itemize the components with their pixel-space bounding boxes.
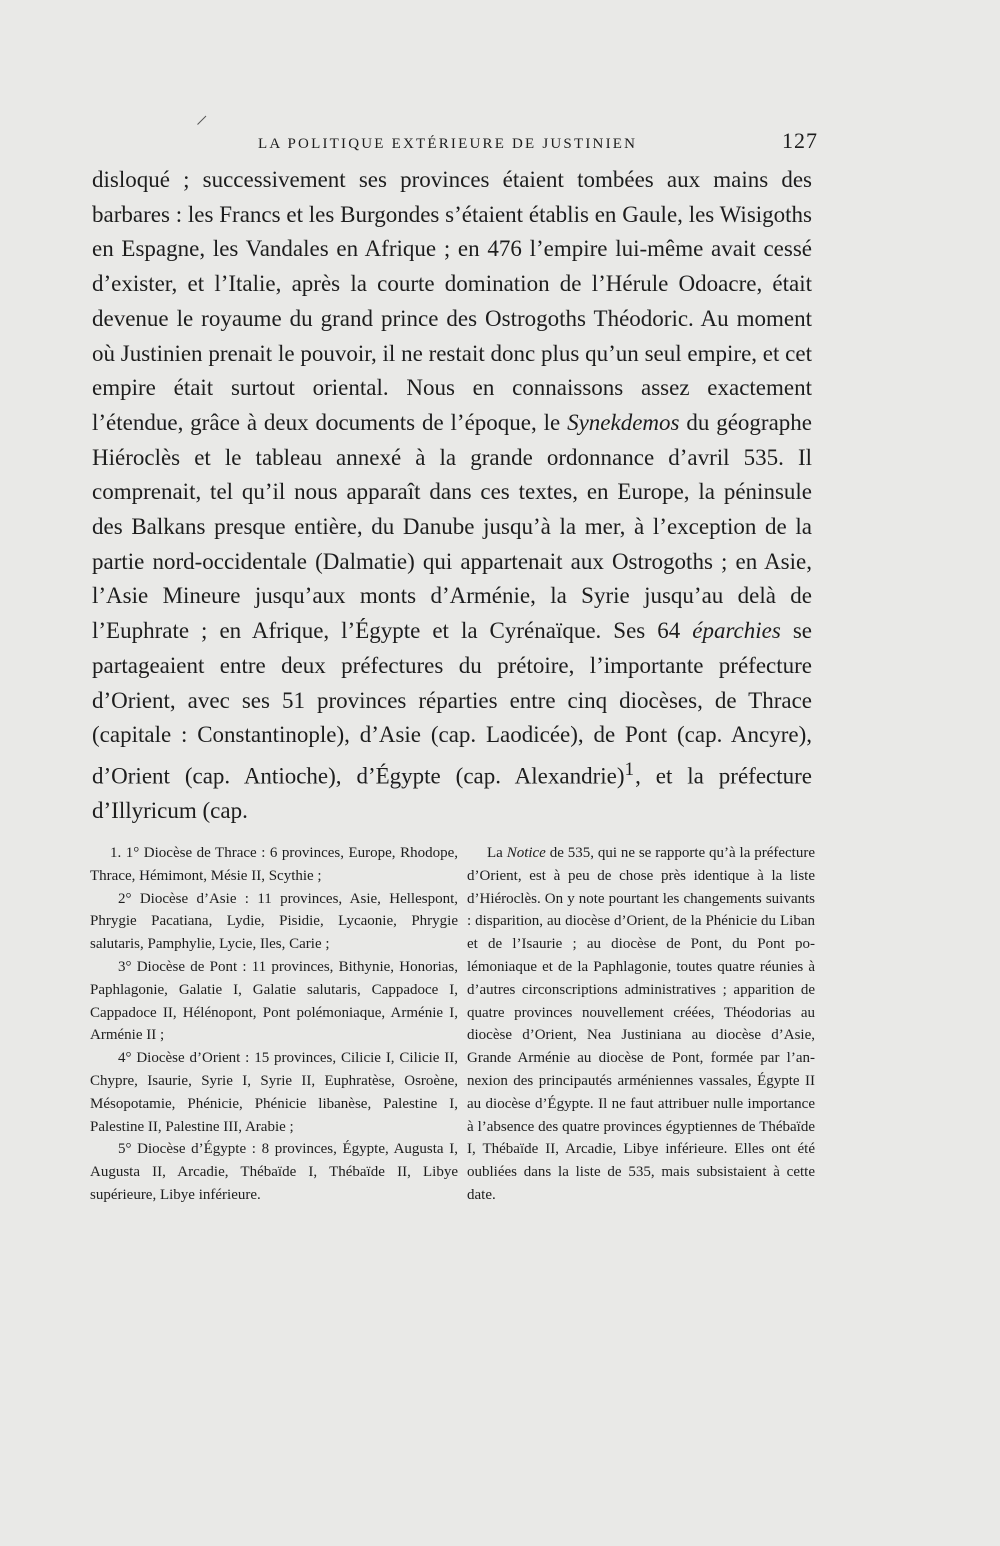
footnote-column-right	[467, 842, 815, 1207]
footnote-text: La	[487, 845, 507, 861]
italic-term-notice: Notice	[506, 845, 546, 861]
ink-mark	[197, 116, 215, 134]
text-segment: se partageaient entre deux préfectures du prétoire, l’importante préfecture d’Orient, avec ses 51 provinces réparties entre cinq diocèses, de Thrace (capitale : Constantinople), d’Asie (cap. Laodicée), de Pont (cap. Ancyre), d’Orient (cap. Antioche), d’Égypte (cap. Alexandrie)	[92, 618, 812, 789]
footnote-text: de 535, qui ne se rapporte qu’à la préfecture d’Orient, est à peu de chose près identique à la liste d’Hiéroclès. On y note pourtant les changements suivants : disparition, au diocèse d’Orient, de la Phénicie du Liban et de l’Isaurie ; au diocèse de Pont, du Pont polémoniaque et de la Paphlagonie, toutes quatre réunies à d’autres circonscriptions administratives ; apparition de quatre provinces nouvellement créées, Théodorias au diocèse d’Orient, Nea Justiniana au diocèse d’Asie, Grande Arménie au diocèse de Pont, formée par l’annexion des principautés arméniennes vassales, Égypte II au diocèse d’Égypte. Il ne faut attribuer nulle importance à l’absence des quatre provinces égyptiennes de Thébaïde I, Thébaïde II, Arcadie, Libye inférieure. Elles ont été oubliées dans la liste de 535, mais subsistaient à cette date.	[467, 845, 815, 1203]
footnote-entry: 4° Diocèse d’Orient : 15 provinces, Cilicie I, Cilicie II, Chypre, Isaurie, Syrie I, Syrie II, Euphratèse, Osroène, Mésopotamie, Phénicie, Phénicie libanèse, Palestine I, Palestine II, Palestine III, Arabie ;	[90, 1050, 458, 1135]
main-paragraph	[92, 163, 812, 829]
running-header	[258, 128, 818, 154]
footnote-entry: 3° Diocèse de Pont : 11 provinces, Bithynie, Honorias, Paphlagonie, Galatie I, Galatie salutaris, Cappadoce I, Cappadoce II, Hélénopont, Pont polémoniaque, Arménie I, Arménie II ;	[90, 958, 458, 1044]
italic-term-synekdemos: Synekdemos	[567, 409, 680, 435]
footnote-entry: 1. 1° Diocèse de Thrace : 6 provinces, Europe, Rhodope, Thrace, Hémimont, Mésie II, Scythie ;	[90, 845, 458, 884]
footnote-entry: 2° Diocèse d’Asie : 11 provinces, Asie, Hellespont, Phrygie Pacatiana, Lydie, Pisidie, Lycaonie, Phrygie salutaris, Pamphylie, Lycie, Iles, Carie ;	[90, 890, 458, 953]
footnote-column-left	[90, 842, 458, 1207]
footnote-entry	[467, 842, 815, 1207]
page-number: 127	[782, 128, 818, 153]
running-title: LA POLITIQUE EXTÉRIEURE DE JUSTINIEN	[258, 136, 638, 152]
italic-term-eparchies: éparchies	[692, 618, 781, 644]
text-segment: disloqué ; successivement ses provinces étaient tombées aux mains des barbares : les Francs et les Burgondes s’étaient établis en Gaule, les Wisigoths en Espagne, les Vandales en Afrique ; en 476 l’empire lui-même avait cessé d’exister, et l’Italie, après la courte domination de l’Hérule Odoacre, était devenue le royaume du grand prince des Ostrogoths Théodoric. Au moment où Justinien prenait le pouvoir, il ne restait donc plus qu’un seul empire, et cet empire était surtout oriental. Nous en connaissons assez exactement l’étendue, grâce à deux documents de l’époque, le	[92, 167, 812, 435]
footnote-reference: 1	[624, 758, 636, 780]
footnote-entry: 5° Diocèse d’Égypte : 8 provinces, Égypte, Augusta I, Augusta II, Arcadie, Thébaïde I, Thébaïde II, Libye supérieure, Libye inférieure.	[90, 1141, 458, 1203]
main-text	[92, 163, 812, 829]
text-segment: du géographe Hiéroclès et le tableau annexé à la grande ordonnance d’avril 535. Il comprenait, tel qu’il nous apparaît dans ces textes, en Europe, la péninsule des Balkans presque entière, du Danube jusqu’à la mer, à l’exception de la partie nord-occidentale (Dalmatie) qui appartenait aux Ostrogoths ; en Asie, l’Asie Mineure jusqu’aux monts d’Arménie, la Syrie jusqu’au delà de l’Euphrate ; en Afrique, l’Égypte et la Cyrénaïque. Ses 64	[92, 409, 812, 644]
text-segment: , et la préfecture d’Illyricum (cap.	[92, 763, 812, 824]
